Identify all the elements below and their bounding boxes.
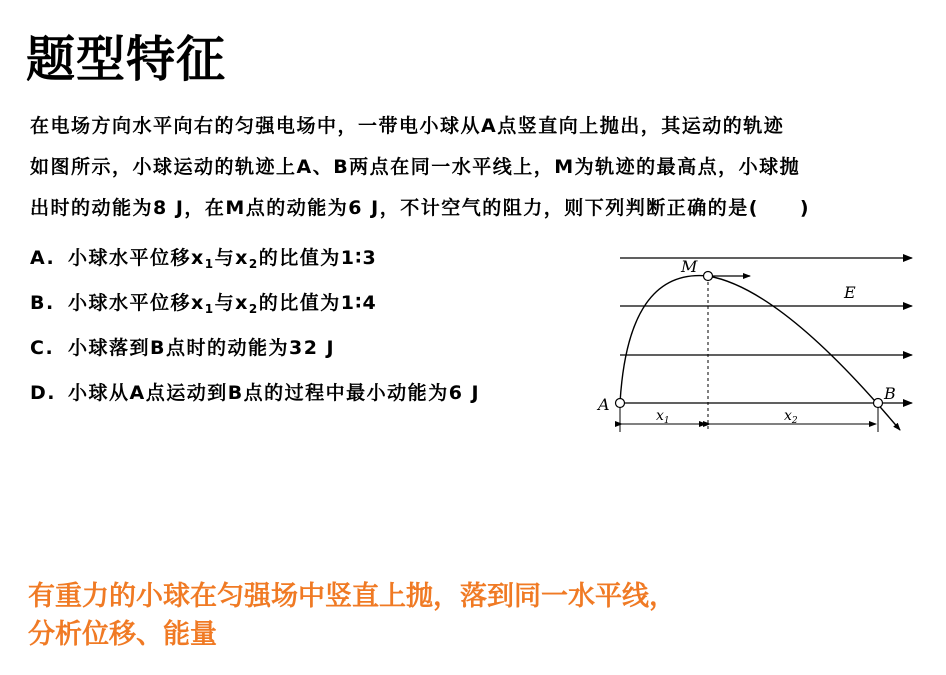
option-a-sub2: 2: [248, 257, 259, 271]
label-a: A: [598, 395, 610, 414]
label-x2-sub: 2: [791, 416, 798, 426]
option-c-text: 小球落到B点时的动能为32 J: [68, 337, 336, 359]
summary-line-2: 分析位移、能量: [28, 619, 217, 650]
label-x1: [656, 408, 670, 426]
question-line-1: 在电场方向水平向右的匀强电场中，一带电小球从A点竖直向上抛出，其运动的轨迹: [30, 115, 785, 137]
label-e: E: [844, 283, 856, 302]
option-a-pre: 小球水平位移x: [68, 247, 205, 269]
point-m: [704, 272, 713, 281]
label-x1-sub: 1: [663, 416, 670, 426]
question-text: [30, 106, 935, 229]
option-b-mid: 与x: [214, 292, 249, 314]
option-c-letter: C.: [30, 337, 55, 359]
summary-text: [28, 578, 676, 654]
option-a-sub1: 1: [204, 257, 215, 271]
option-a-mid: 与x: [214, 247, 249, 269]
option-b: [30, 283, 590, 328]
option-a: [30, 238, 590, 283]
option-a-letter: A.: [30, 247, 56, 269]
label-x1-base: x: [656, 408, 664, 424]
option-c: [30, 328, 590, 373]
label-x2-base: x: [784, 408, 792, 424]
option-d-letter: D.: [30, 382, 56, 404]
page-title: 题型特征: [26, 31, 227, 88]
option-b-sub2: 2: [248, 302, 259, 316]
option-b-pre: 小球水平位移x: [68, 292, 205, 314]
answer-options: [30, 238, 590, 418]
label-x2: [784, 408, 798, 426]
point-a: [616, 399, 625, 408]
summary-line-1: 有重力的小球在匀强场中竖直上抛，落到同一水平线，: [28, 581, 676, 612]
option-b-letter: B.: [30, 292, 55, 314]
question-line-3: 出时的动能为8 J，在M点的动能为6 J，不计空气的阻力，则下列判断正确的是( ): [30, 197, 811, 219]
question-line-2: 如图所示，小球运动的轨迹上A、B两点在同一水平线上，M为轨迹的最高点，小球抛: [30, 156, 801, 178]
label-b: B: [884, 384, 896, 403]
option-a-post: 的比值为1∶3: [258, 247, 378, 269]
point-b: [874, 399, 883, 408]
trajectory-curve: [620, 276, 900, 430]
option-d: [30, 373, 590, 418]
option-d-text: 小球从A点运动到B点的过程中最小动能为6 J: [68, 382, 481, 404]
label-m: M: [681, 257, 698, 276]
trajectory-figure: [588, 238, 928, 438]
option-b-sub1: 1: [204, 302, 215, 316]
option-b-post: 的比值为1∶4: [258, 292, 378, 314]
